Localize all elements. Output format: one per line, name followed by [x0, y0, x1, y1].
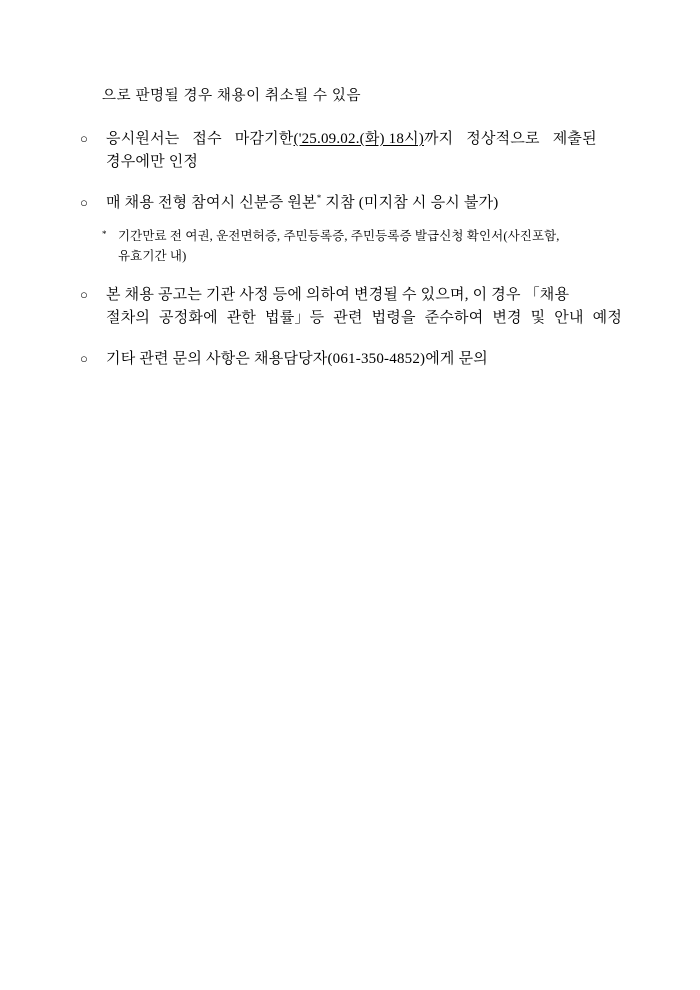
list-item-text-post: 지참 (미지참 시 응시 불가)	[321, 195, 499, 212]
circle-bullet-icon: ○	[80, 351, 89, 366]
footnote-marker: *	[316, 193, 322, 204]
list-item-text-line1: 본 채용 공고는 기관 사정 등에 의하여 변경될 수 있으며, 이 경우 「채용	[106, 286, 570, 303]
list-item-text-line2: 경우에만 인정	[106, 154, 199, 170]
list-item-text-line2: 절차의 공정화에 관한 법률」등 관련 법령을 준수하여 변경 및 안내 예정	[106, 309, 623, 326]
circle-bullet-icon: ○	[80, 195, 89, 211]
sub-list-item	[80, 226, 640, 266]
list-item-text-pre: 매 채용 전형 참여시 신분증 원본	[106, 195, 317, 212]
circle-bullet-icon: ○	[80, 130, 89, 146]
continued-paragraph: 으로 판명될 경우 채용이 취소될 수 있음	[102, 88, 362, 104]
list-item-text-pre: 응시원서는 접수 마감기한	[106, 130, 294, 147]
deadline-underlined-text: ('25.09.02.(화) 18시)	[293, 130, 424, 147]
asterisk-bullet-icon: *	[102, 228, 107, 239]
list-item-text-line1: 기타 관련 문의 사항은 채용담당자(061-350-4852)에게 문의	[106, 351, 488, 367]
list-item	[80, 348, 640, 371]
circle-bullet-icon: ○	[80, 286, 89, 302]
list-item-text	[106, 192, 640, 215]
list-item-text-post: 까지 정상적으로 제출된	[423, 130, 597, 147]
sub-list-item-line2: 유효기간 내)	[118, 248, 187, 263]
sub-list-item-line1: 기간만료 전 여권, 운전면허증, 주민등록증, 주민등록증 발급신청 확인서(사진포함,	[118, 228, 560, 243]
list-item	[80, 128, 640, 175]
list-item-text	[106, 128, 640, 151]
list-item	[80, 284, 640, 331]
sub-list-item-text	[118, 226, 640, 266]
list-item	[80, 192, 640, 215]
